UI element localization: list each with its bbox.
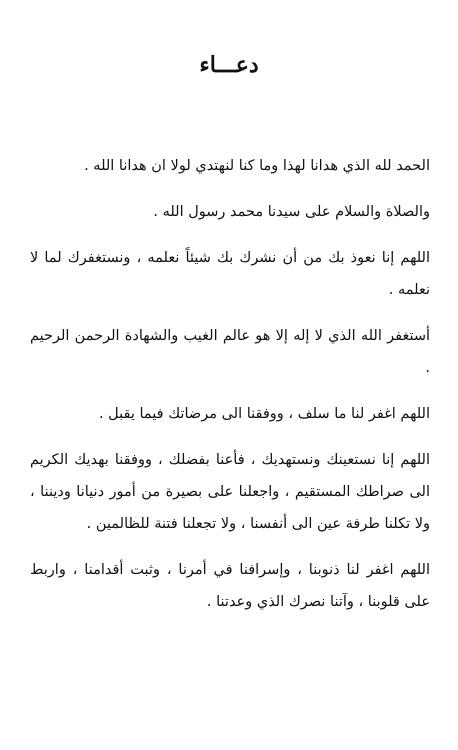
paragraph-sins: اللهم اغفر لنا ذنوبنا ، وإسرافنا في أمرنا ، وثبت أقدامنا ، واربط على قلوبنا ، وآتنا نصرك الذي وعدتنا .: [30, 562, 430, 610]
paragraph-guidance: اللهم إنا نستعينك ونستهديك ، فأعنا بفضلك ، ووفقنا بهديك الكريم الى صراطك المستقيم ، واجعلنا على بصيرة من أمور دنيانا وديننا ، ولا تكلنا طرفة عين الى أنفسنا ، ولا تجعلنا فتنة للظالمين .: [30, 452, 430, 532]
paragraph-refuge: اللهم إنا نعوذ بك من أن نشرك بك شيئاً نعلمه ، ونستغفرك لما لا نعلمه .: [30, 250, 430, 298]
prayer-text: [30, 150, 430, 632]
paragraph-past: اللهم اغفر لنا ما سلف ، ووفقنا الى مرضاتك فيما يقبل .: [98, 406, 430, 422]
page-heading: دعـــاء: [199, 52, 259, 78]
paragraph-praise: الحمد لله الذي هدانا لهذا وما كنا لنهتدي لولا ان هدانا الله .: [84, 158, 430, 174]
paragraph-forgiveness: أستغفر الله الذي لا إله إلا هو عالم الغيب والشهادة الرحمن الرحيم .: [30, 328, 430, 376]
paragraph-salutation: والصلاة والسلام على سيدنا محمد رسول الله .: [153, 204, 430, 220]
